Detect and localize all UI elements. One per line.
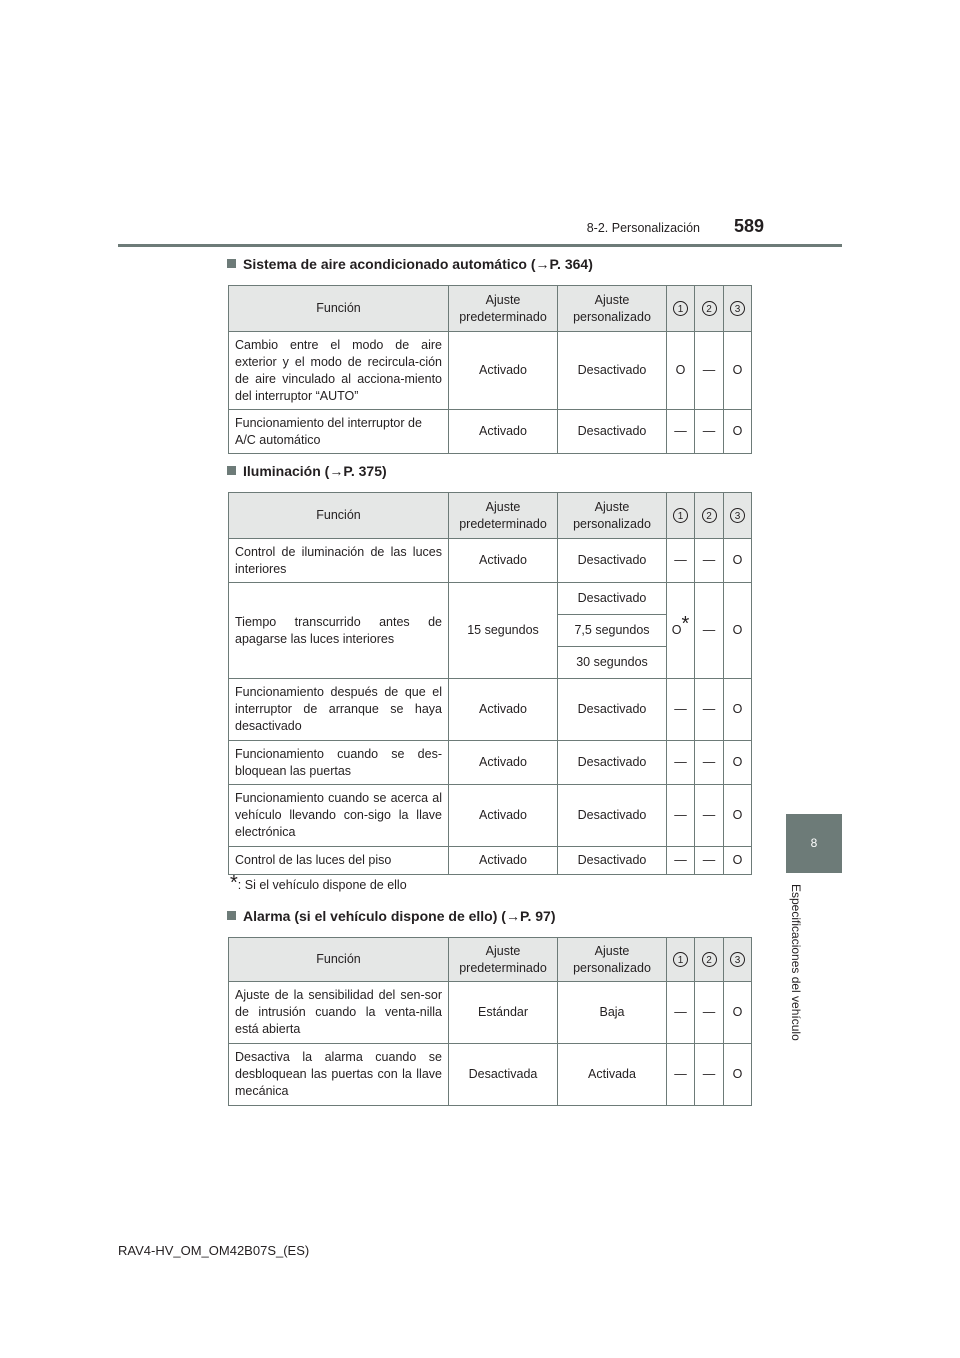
col-c2 bbox=[695, 493, 724, 539]
col-c1 bbox=[667, 286, 695, 332]
section-heading-lighting: Iluminación (→P. 375) bbox=[227, 463, 387, 479]
section-heading-aircon: Sistema de aire acondicionado automático (→P. 364) bbox=[227, 256, 593, 272]
table-row: Funcionamiento del interruptor de A/C automático Activado Desactivado — — O bbox=[229, 410, 752, 454]
circled-2-icon: 2 bbox=[702, 508, 717, 523]
asterisk-mark: * bbox=[681, 613, 690, 635]
col-c2 bbox=[695, 938, 724, 982]
circled-3-icon: 3 bbox=[730, 952, 745, 967]
col-funcion: Función bbox=[229, 493, 449, 539]
table-row: Desactiva la alarma cuando se desbloquean las puertas con la llave mecánica Desactivada Activada — — O bbox=[229, 1044, 752, 1106]
table-alarm bbox=[228, 937, 752, 1106]
col-custom: Ajuste personalizado bbox=[558, 938, 667, 982]
table-row: Ajuste de la sensibilidad del sen-sor de intrusión cuando la venta-nilla está abierta Estándar Baja — — O bbox=[229, 982, 752, 1044]
col-funcion: Función bbox=[229, 938, 449, 982]
circled-1-icon: 1 bbox=[673, 952, 688, 967]
chapter-title: Especificaciones del vehículo bbox=[789, 884, 803, 1041]
col-funcion: Función bbox=[229, 286, 449, 332]
circled-1-icon: 1 bbox=[673, 508, 688, 523]
table-aircon bbox=[228, 285, 752, 454]
table-row: Funcionamiento después de que el interruptor de arranque se haya desactivado Activado Desactivado — — O bbox=[229, 679, 752, 741]
col-c3 bbox=[724, 286, 752, 332]
table-row: Control de las luces del piso Activado Desactivado — — O bbox=[229, 847, 752, 875]
circled-3-icon: 3 bbox=[730, 301, 745, 316]
table-row: Tiempo transcurrido antes de apagarse las luces interiores 15 segundos Desactivado O* — O bbox=[229, 583, 752, 615]
table-header-row bbox=[229, 493, 752, 539]
section-heading-alarm: Alarma (si el vehículo dispone de ello) (→P. 97) bbox=[227, 908, 556, 924]
col-c3 bbox=[724, 938, 752, 982]
circled-3-icon: 3 bbox=[730, 508, 745, 523]
chapter-tab: 8 bbox=[786, 814, 842, 873]
circled-1-icon: 1 bbox=[673, 301, 688, 316]
table-row: Control de iluminación de las luces interiores Activado Desactivado — — O bbox=[229, 539, 752, 583]
section-label: 8-2. Personalización bbox=[586, 221, 700, 235]
table-row: 30 segundos bbox=[229, 647, 752, 679]
circled-2-icon: 2 bbox=[702, 952, 717, 967]
col-c1 bbox=[667, 493, 695, 539]
table-lighting bbox=[228, 492, 752, 875]
circled-2-icon: 2 bbox=[702, 301, 717, 316]
page-number: 589 bbox=[734, 216, 765, 236]
document-code: RAV4-HV_OM_OM42B07S_(ES) bbox=[118, 1243, 310, 1258]
col-c2 bbox=[695, 286, 724, 332]
table-header-row bbox=[229, 938, 752, 982]
square-bullet-icon bbox=[227, 259, 236, 268]
col-default: Ajuste predeterminado bbox=[449, 493, 558, 539]
square-bullet-icon bbox=[227, 911, 236, 920]
table-header-row bbox=[229, 286, 752, 332]
col-c1 bbox=[667, 938, 695, 982]
table-row: 7,5 segundos bbox=[229, 615, 752, 647]
table-row: Funcionamiento cuando se des-bloquean las puertas Activado Desactivado — — O bbox=[229, 741, 752, 785]
col-default: Ajuste predeterminado bbox=[449, 938, 558, 982]
col-custom: Ajuste personalizado bbox=[558, 493, 667, 539]
header-rule bbox=[118, 244, 842, 247]
table-row: Cambio entre el modo de aire exterior y el modo de recircula-ción de aire vinculado al acciona-miento del interruptor “AUTO” Activado Desactivado O — O bbox=[229, 332, 752, 410]
table-row: Funcionamiento cuando se acerca al vehículo llevando con-sigo la llave electrónica Activado Desactivado — — O bbox=[229, 785, 752, 847]
footnote: *: Si el vehículo dispone de ello bbox=[230, 872, 407, 894]
col-c3 bbox=[724, 493, 752, 539]
col-custom: Ajuste personalizado bbox=[558, 286, 667, 332]
col-default: Ajuste predeterminado bbox=[449, 286, 558, 332]
square-bullet-icon bbox=[227, 466, 236, 475]
